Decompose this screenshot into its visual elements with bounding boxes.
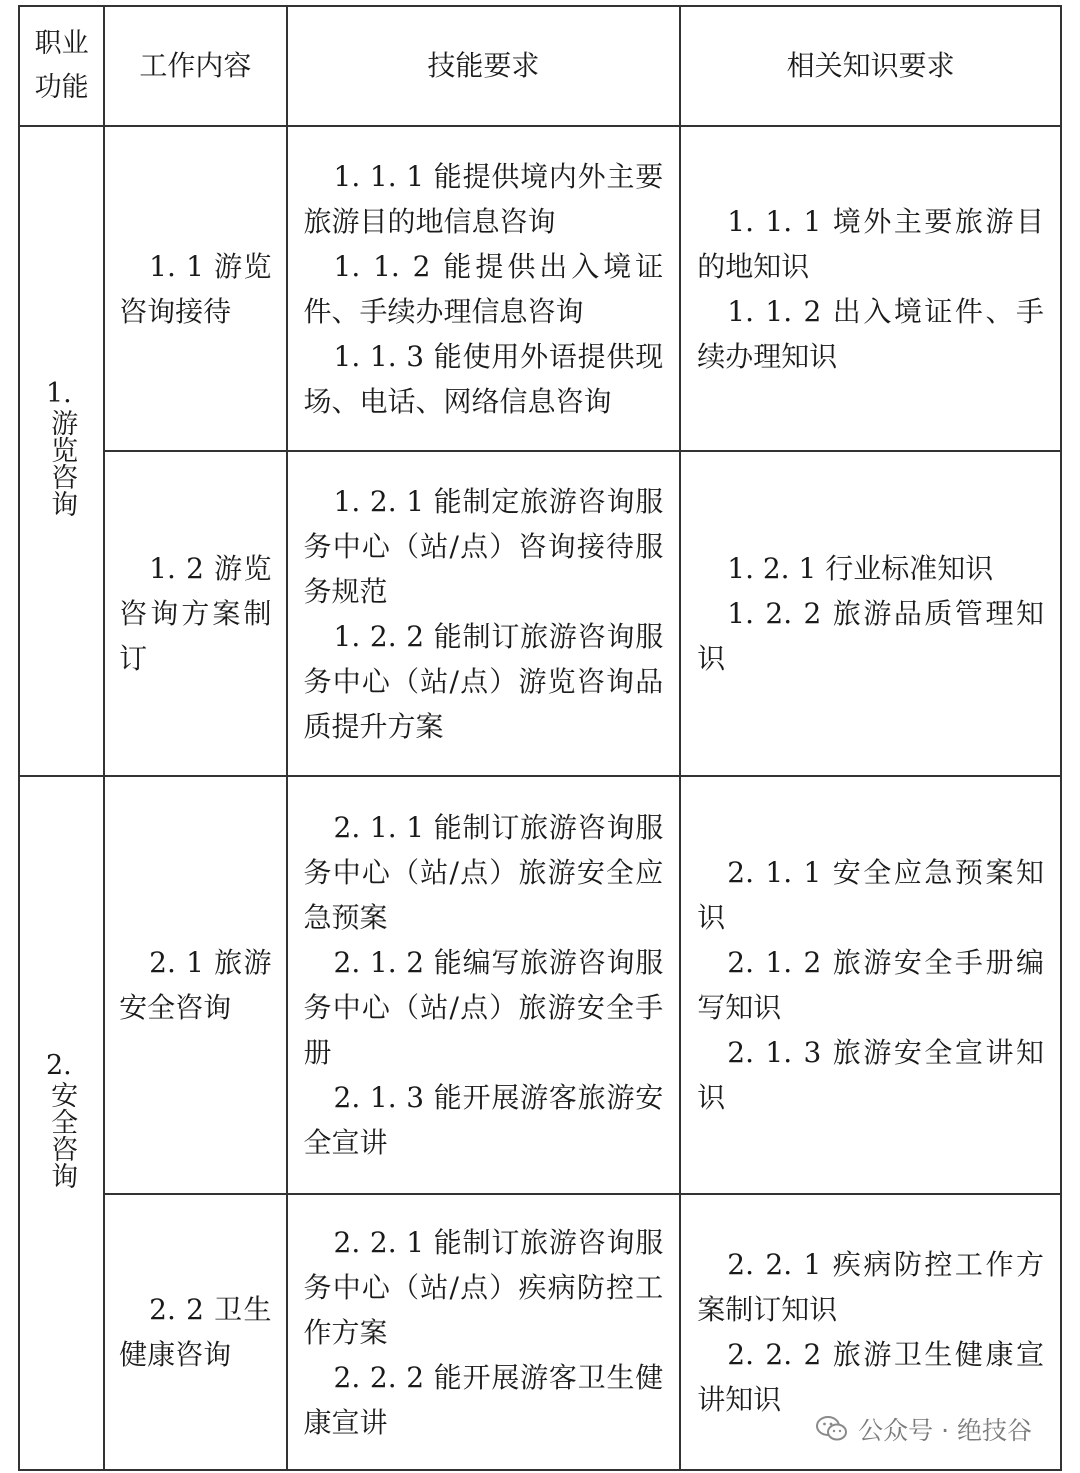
skill-item: 2. 1. 1 能制订旅游咨询服务中心（站/点）旅游安全应急预案 bbox=[303, 811, 664, 934]
header-work-content: 工作内容 bbox=[104, 6, 286, 126]
knowledge-cell bbox=[680, 776, 1061, 1194]
knowledge-item: 2. 1. 1 安全应急预案知识 bbox=[697, 856, 1044, 934]
knowledge-item: 1. 1. 1 境外主要旅游目的地知识 bbox=[697, 204, 1044, 283]
function-number: 2. bbox=[46, 1050, 72, 1081]
header-knowledge-requirements: 相关知识要求 bbox=[680, 6, 1061, 126]
skill-item: 1. 2. 1 能制定旅游咨询服务中心（站/点）咨询接待服务规范 bbox=[303, 484, 664, 608]
skill-item: 2. 1. 3 能开展游客旅游安全宣讲 bbox=[303, 1081, 664, 1159]
knowledge-item: 1. 2. 2 旅游品质管理知识 bbox=[697, 597, 1044, 675]
watermark bbox=[816, 1411, 1032, 1447]
skill-cell bbox=[287, 776, 681, 1194]
knowledge-item: 2. 2. 2 旅游卫生健康宣讲知识 bbox=[697, 1338, 1044, 1416]
header-skill-requirements: 技能要求 bbox=[287, 6, 681, 126]
work-content-cell bbox=[104, 776, 286, 1194]
knowledge-item: 2. 1. 3 旅游安全宣讲知识 bbox=[697, 1036, 1044, 1114]
work-content-cell bbox=[104, 451, 286, 776]
work-content-text: 1. 1 游览咨询接待 bbox=[119, 249, 272, 328]
work-content-text: 2. 1 旅游安全咨询 bbox=[119, 946, 272, 1024]
function-cell-2 bbox=[19, 776, 104, 1470]
skill-cell bbox=[287, 1194, 681, 1470]
function-label: 安全咨询 bbox=[46, 1081, 78, 1189]
skill-item: 2. 1. 2 能编写旅游咨询服务中心（站/点）旅游安全手册 bbox=[303, 946, 664, 1069]
function-number: 1. bbox=[46, 378, 72, 409]
knowledge-item: 2. 1. 2 旅游安全手册编写知识 bbox=[697, 946, 1044, 1024]
table-row bbox=[19, 126, 1061, 451]
knowledge-item: 1. 1. 2 出入境证件、手续办理知识 bbox=[697, 294, 1044, 373]
header-function: 职业 功能 bbox=[19, 6, 104, 126]
work-content-text: 1. 2 游览咨询方案制订 bbox=[119, 552, 272, 675]
table-row bbox=[19, 451, 1061, 776]
skill-item: 1. 1. 1 能提供境内外主要旅游目的地信息咨询 bbox=[303, 159, 664, 238]
work-content-cell bbox=[104, 1194, 286, 1470]
skill-item: 1. 1. 3 能使用外语提供现场、电话、网络信息咨询 bbox=[303, 339, 664, 418]
function-label: 游览咨询 bbox=[46, 409, 78, 517]
skill-item: 1. 1. 2 能提供出入境证件、手续办理信息咨询 bbox=[303, 249, 664, 328]
skill-item: 1. 2. 2 能制订旅游咨询服务中心（站/点）游览咨询品质提升方案 bbox=[303, 619, 664, 743]
function-cell-1 bbox=[19, 126, 104, 776]
watermark-text: 公众号 · 绝技谷 bbox=[858, 1416, 1032, 1445]
knowledge-cell bbox=[680, 126, 1061, 451]
skills-table bbox=[18, 5, 1062, 1471]
header-row bbox=[19, 6, 1061, 126]
knowledge-cell bbox=[680, 451, 1061, 776]
work-content-cell bbox=[104, 126, 286, 451]
skill-item: 2. 2. 2 能开展游客卫生健康宣讲 bbox=[303, 1360, 664, 1439]
knowledge-item: 2. 2. 1 疾病防控工作方案制订知识 bbox=[697, 1248, 1044, 1326]
table-row bbox=[19, 776, 1061, 1194]
skill-cell bbox=[287, 126, 681, 451]
skill-cell bbox=[287, 451, 681, 776]
wechat-icon bbox=[816, 1415, 848, 1443]
skill-item: 2. 2. 1 能制订旅游咨询服务中心（站/点）疾病防控工作方案 bbox=[303, 1225, 664, 1349]
knowledge-item: 1. 2. 1 行业标准知识 bbox=[727, 552, 994, 585]
work-content-text: 2. 2 卫生健康咨询 bbox=[119, 1293, 272, 1371]
